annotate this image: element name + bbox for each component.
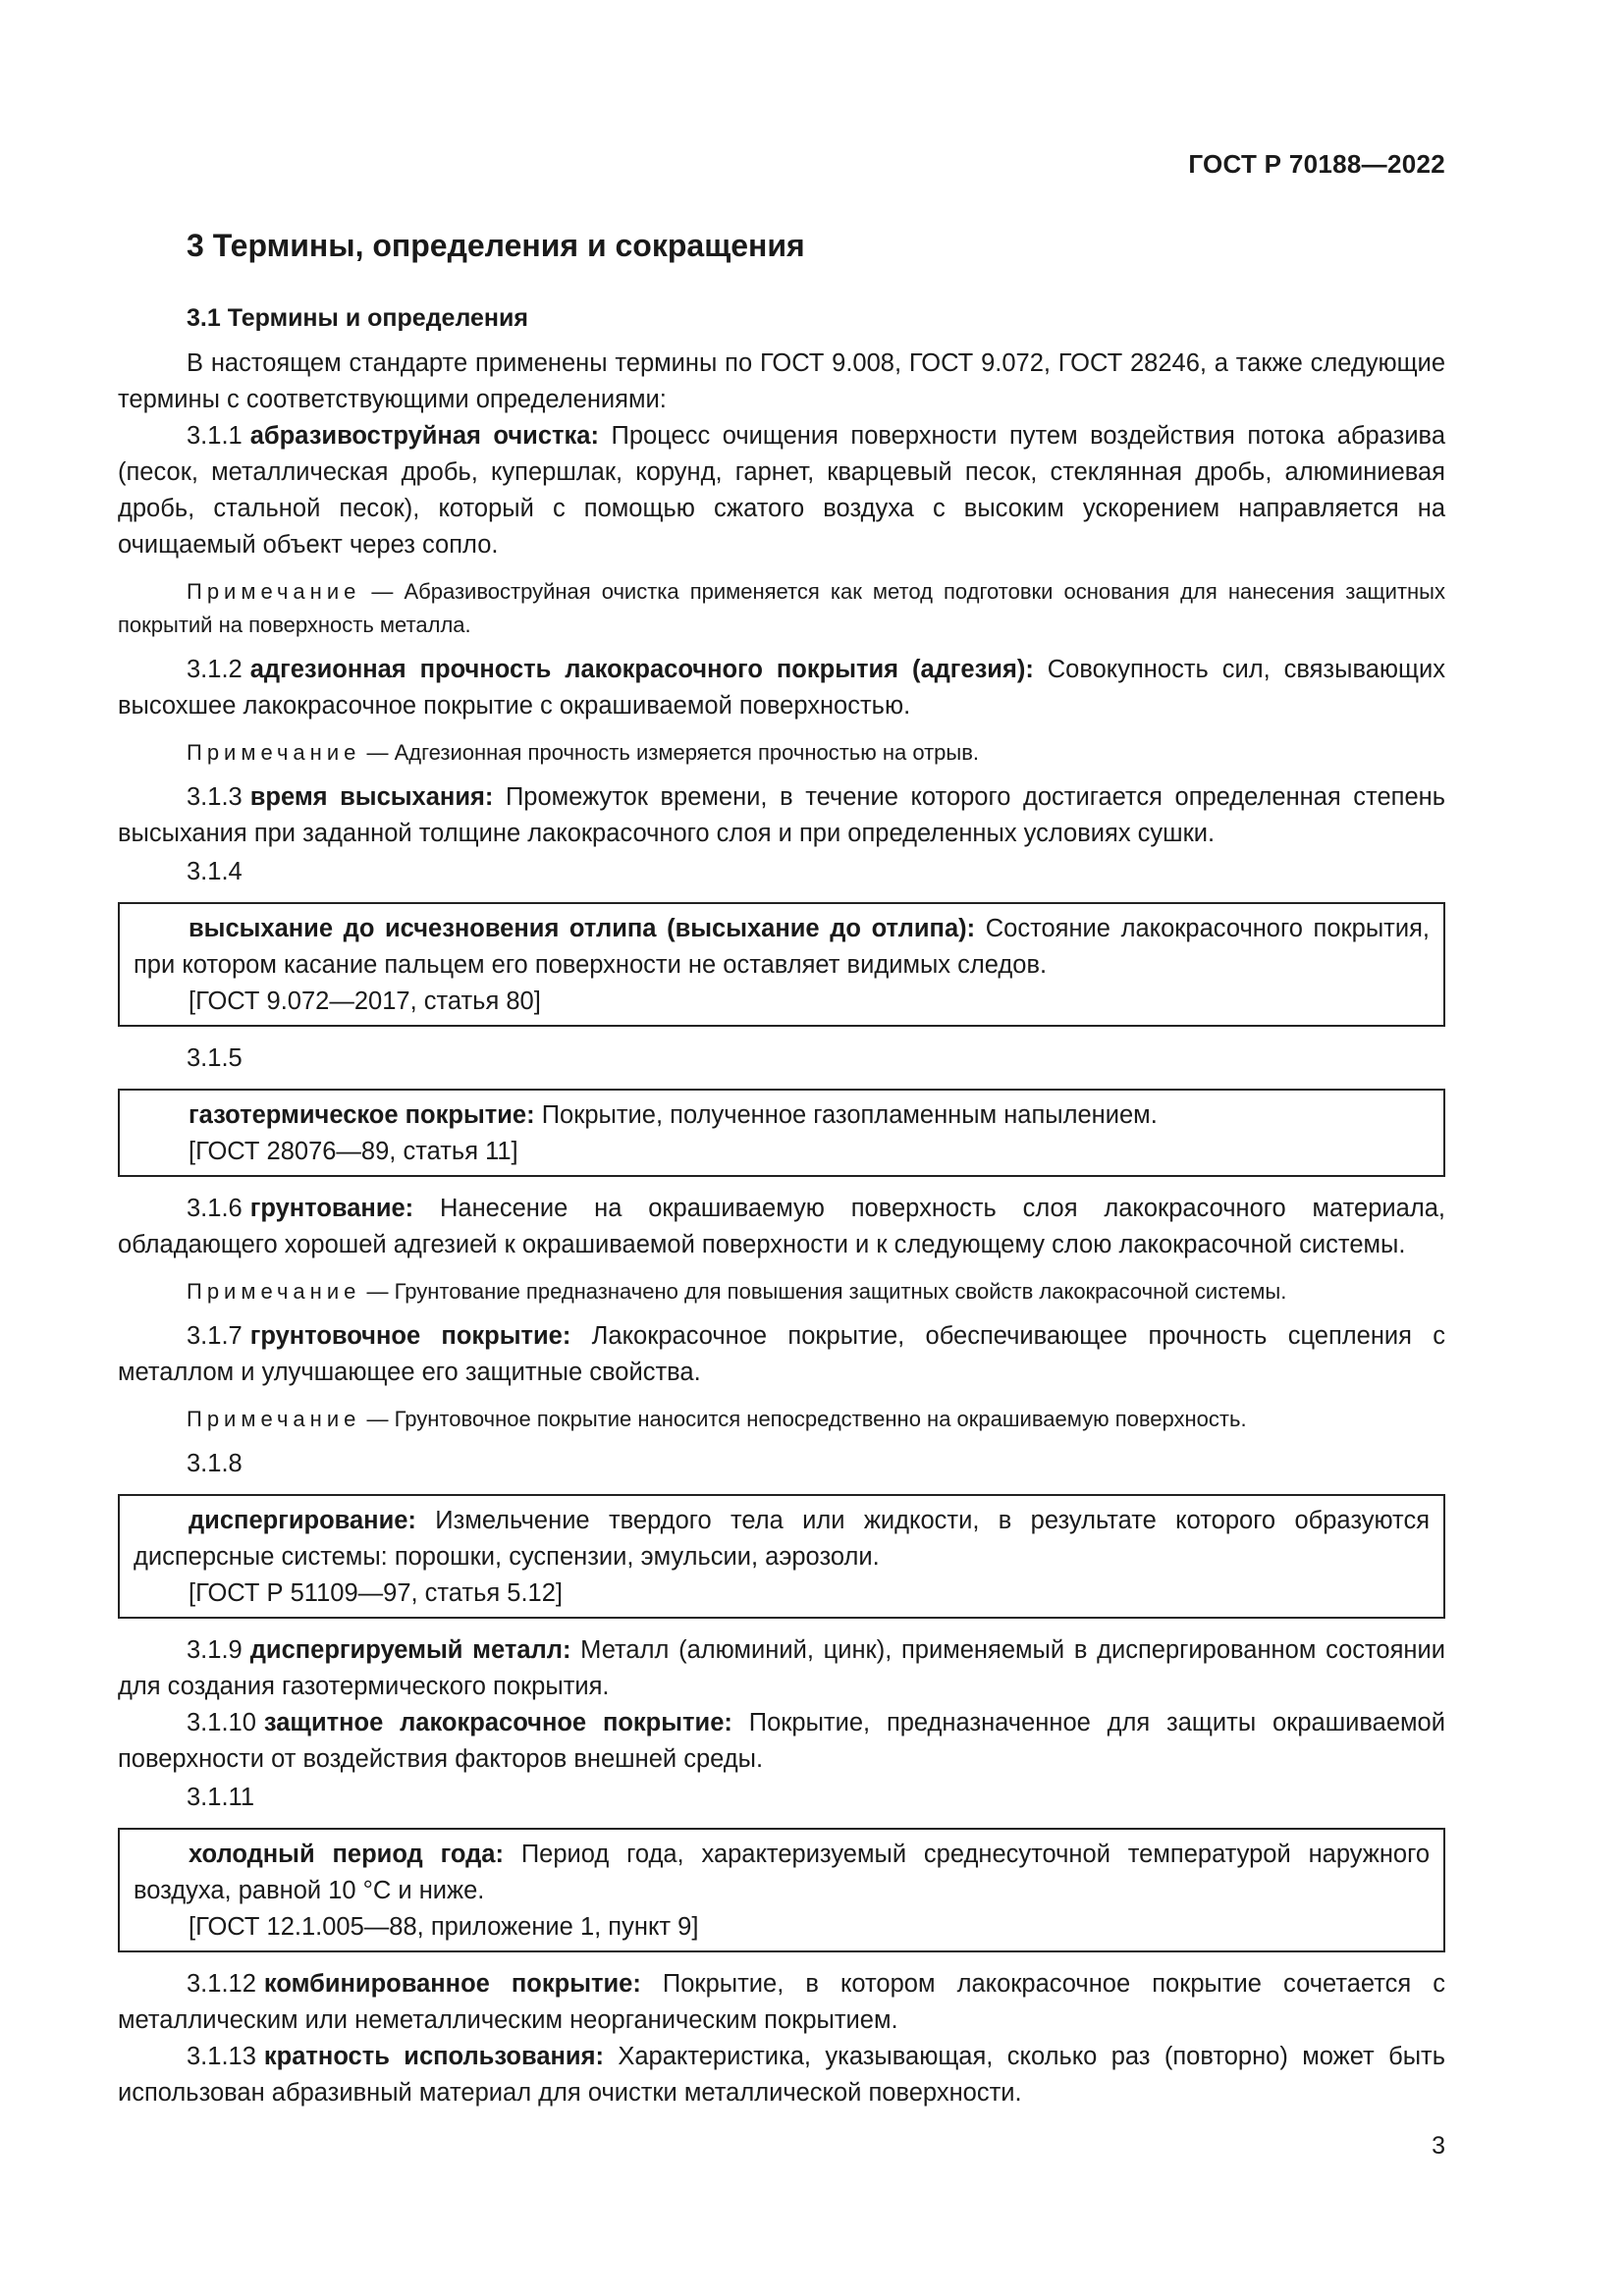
- note-3-1-6: Примечание — Грунтование предназначено для повышения защитных свойств лакокрасочной системы.: [187, 1279, 1287, 1304]
- term-3-1-13: 3.1.13 кратность использования: Характеристика, указывающая, сколько раз (повторно) может быть использован абразивный материал для очистки металлической поверхности.: [118, 2043, 1446, 2107]
- note-3-1-2: Примечание — Адгезионная прочность измеряется прочностью на отрыв.: [187, 740, 980, 765]
- term-3-1-10: 3.1.10 защитное лакокрасочное покрытие: Покрытие, предназначенное для защиты окрашиваемой поверхности от воздействия факторов внешней среды.: [118, 1709, 1445, 1773]
- document-id-header: ГОСТ Р 70188—2022: [1188, 149, 1445, 179]
- term-reference-3-1-5: [ГОСТ 28076—89, статья 11]: [189, 1138, 518, 1165]
- note-3-1-7: Примечание — Грунтовочное покрытие наносится непосредственно на окрашиваемую поверхность.: [187, 1407, 1247, 1431]
- term-3-1-8: диспергирование: Измельчение твердого тела или жидкости, в результате которого образуются дисперсные системы: порошки, суспензии, эмульсии, аэрозоли.: [134, 1507, 1430, 1571]
- term-3-1-9: 3.1.9 диспергируемый металл: Металл (алюминий, цинк), применяемый в диспергированном состоянии для создания газотермического покрытия.: [118, 1636, 1445, 1700]
- term-3-1-11: холодный период года: Период года, характеризуемый среднесуточной температурой наружного воздуха, равной 10 °С и ниже.: [134, 1841, 1431, 1904]
- term-3-1-4: высыхание до исчезновения отлипа (высыхание до отлипа): Состояние лакокрасочного покрытия, при котором касание пальцем его поверхности не оставляет видимых следов.: [134, 915, 1430, 979]
- term-number-3-1-5: 3.1.5: [187, 1044, 243, 1072]
- term-reference-3-1-8: [ГОСТ Р 51109—97, статья 5.12]: [189, 1579, 564, 1607]
- term-number-3-1-4: 3.1.4: [187, 858, 243, 885]
- term-3-1-6: 3.1.6 грунтование: Нанесение на окрашиваемую поверхность слоя лакокрасочного материала, обладающего хорошей адгезией к окрашиваемой поверхности и к следующему слою лакокрасочной системы.: [118, 1195, 1445, 1258]
- subsection-title: 3.1 Термины и определения: [187, 304, 528, 332]
- term-number-3-1-8: 3.1.8: [187, 1450, 243, 1477]
- page-number: 3: [1432, 2132, 1445, 2160]
- term-box-3-1-11: [118, 1828, 1445, 1952]
- intro-paragraph: В настоящем стандарте применены термины по ГОСТ 9.008, ГОСТ 9.072, ГОСТ 28246, а также следующие термины с соответствующими определениями:: [118, 349, 1445, 413]
- content: [118, 222, 1445, 2111]
- term-box-3-1-4: [118, 902, 1445, 1027]
- term-3-1-2: 3.1.2 адгезионная прочность лакокрасочного покрытия (адгезия): Совокупность сил, связывающих высохшее лакокрасочное покрытие с окрашиваемой поверхностью.: [118, 656, 1445, 720]
- term-3-1-7: 3.1.7 грунтовочное покрытие: Лакокрасочное покрытие, обеспечивающее прочность сцепления с металлом и улучшающее его защитные свойства.: [118, 1322, 1445, 1386]
- term-number-3-1-11: 3.1.11: [187, 1784, 255, 1811]
- term-3-1-5: газотермическое покрытие: Покрытие, полученное газопламенным напылением.: [189, 1101, 1158, 1129]
- note-3-1-1: Примечание — Абразивоструйная очистка применяется как метод подготовки основания для нанесения защитных покрытий на поверхность металла.: [118, 579, 1445, 637]
- section-title: 3 Термины, определения и сокращения: [187, 228, 805, 263]
- term-3-1-3: 3.1.3 время высыхания: Промежуток времени, в течение которого достигается определенная степень высыхания при заданной толщине лакокрасочного слоя и при определенных условиях сушки.: [118, 783, 1445, 847]
- term-3-1-1: 3.1.1 абразивоструйная очистка: Процесс очищения поверхности путем воздействия потока абразива (песок, металлическая дробь, купершлак, корунд, гарнет, кварцевый песок, стеклянная дробь, алюминиевая дробь, стальной песок), который с помощью сжатого воздуха с высоким ускорением направляется на очищаемый объект через сопло.: [118, 422, 1446, 559]
- term-box-3-1-8: [118, 1494, 1445, 1619]
- term-reference-3-1-4: [ГОСТ 9.072—2017, статья 80]: [189, 988, 541, 1015]
- term-box-3-1-5: [118, 1089, 1445, 1177]
- term-3-1-12: 3.1.12 комбинированное покрытие: Покрытие, в котором лакокрасочное покрытие сочетается с металлическим или неметаллическим неорганическим покрытием.: [118, 1970, 1446, 2034]
- term-reference-3-1-11: [ГОСТ 12.1.005—88, приложение 1, пункт 9]: [189, 1913, 699, 1941]
